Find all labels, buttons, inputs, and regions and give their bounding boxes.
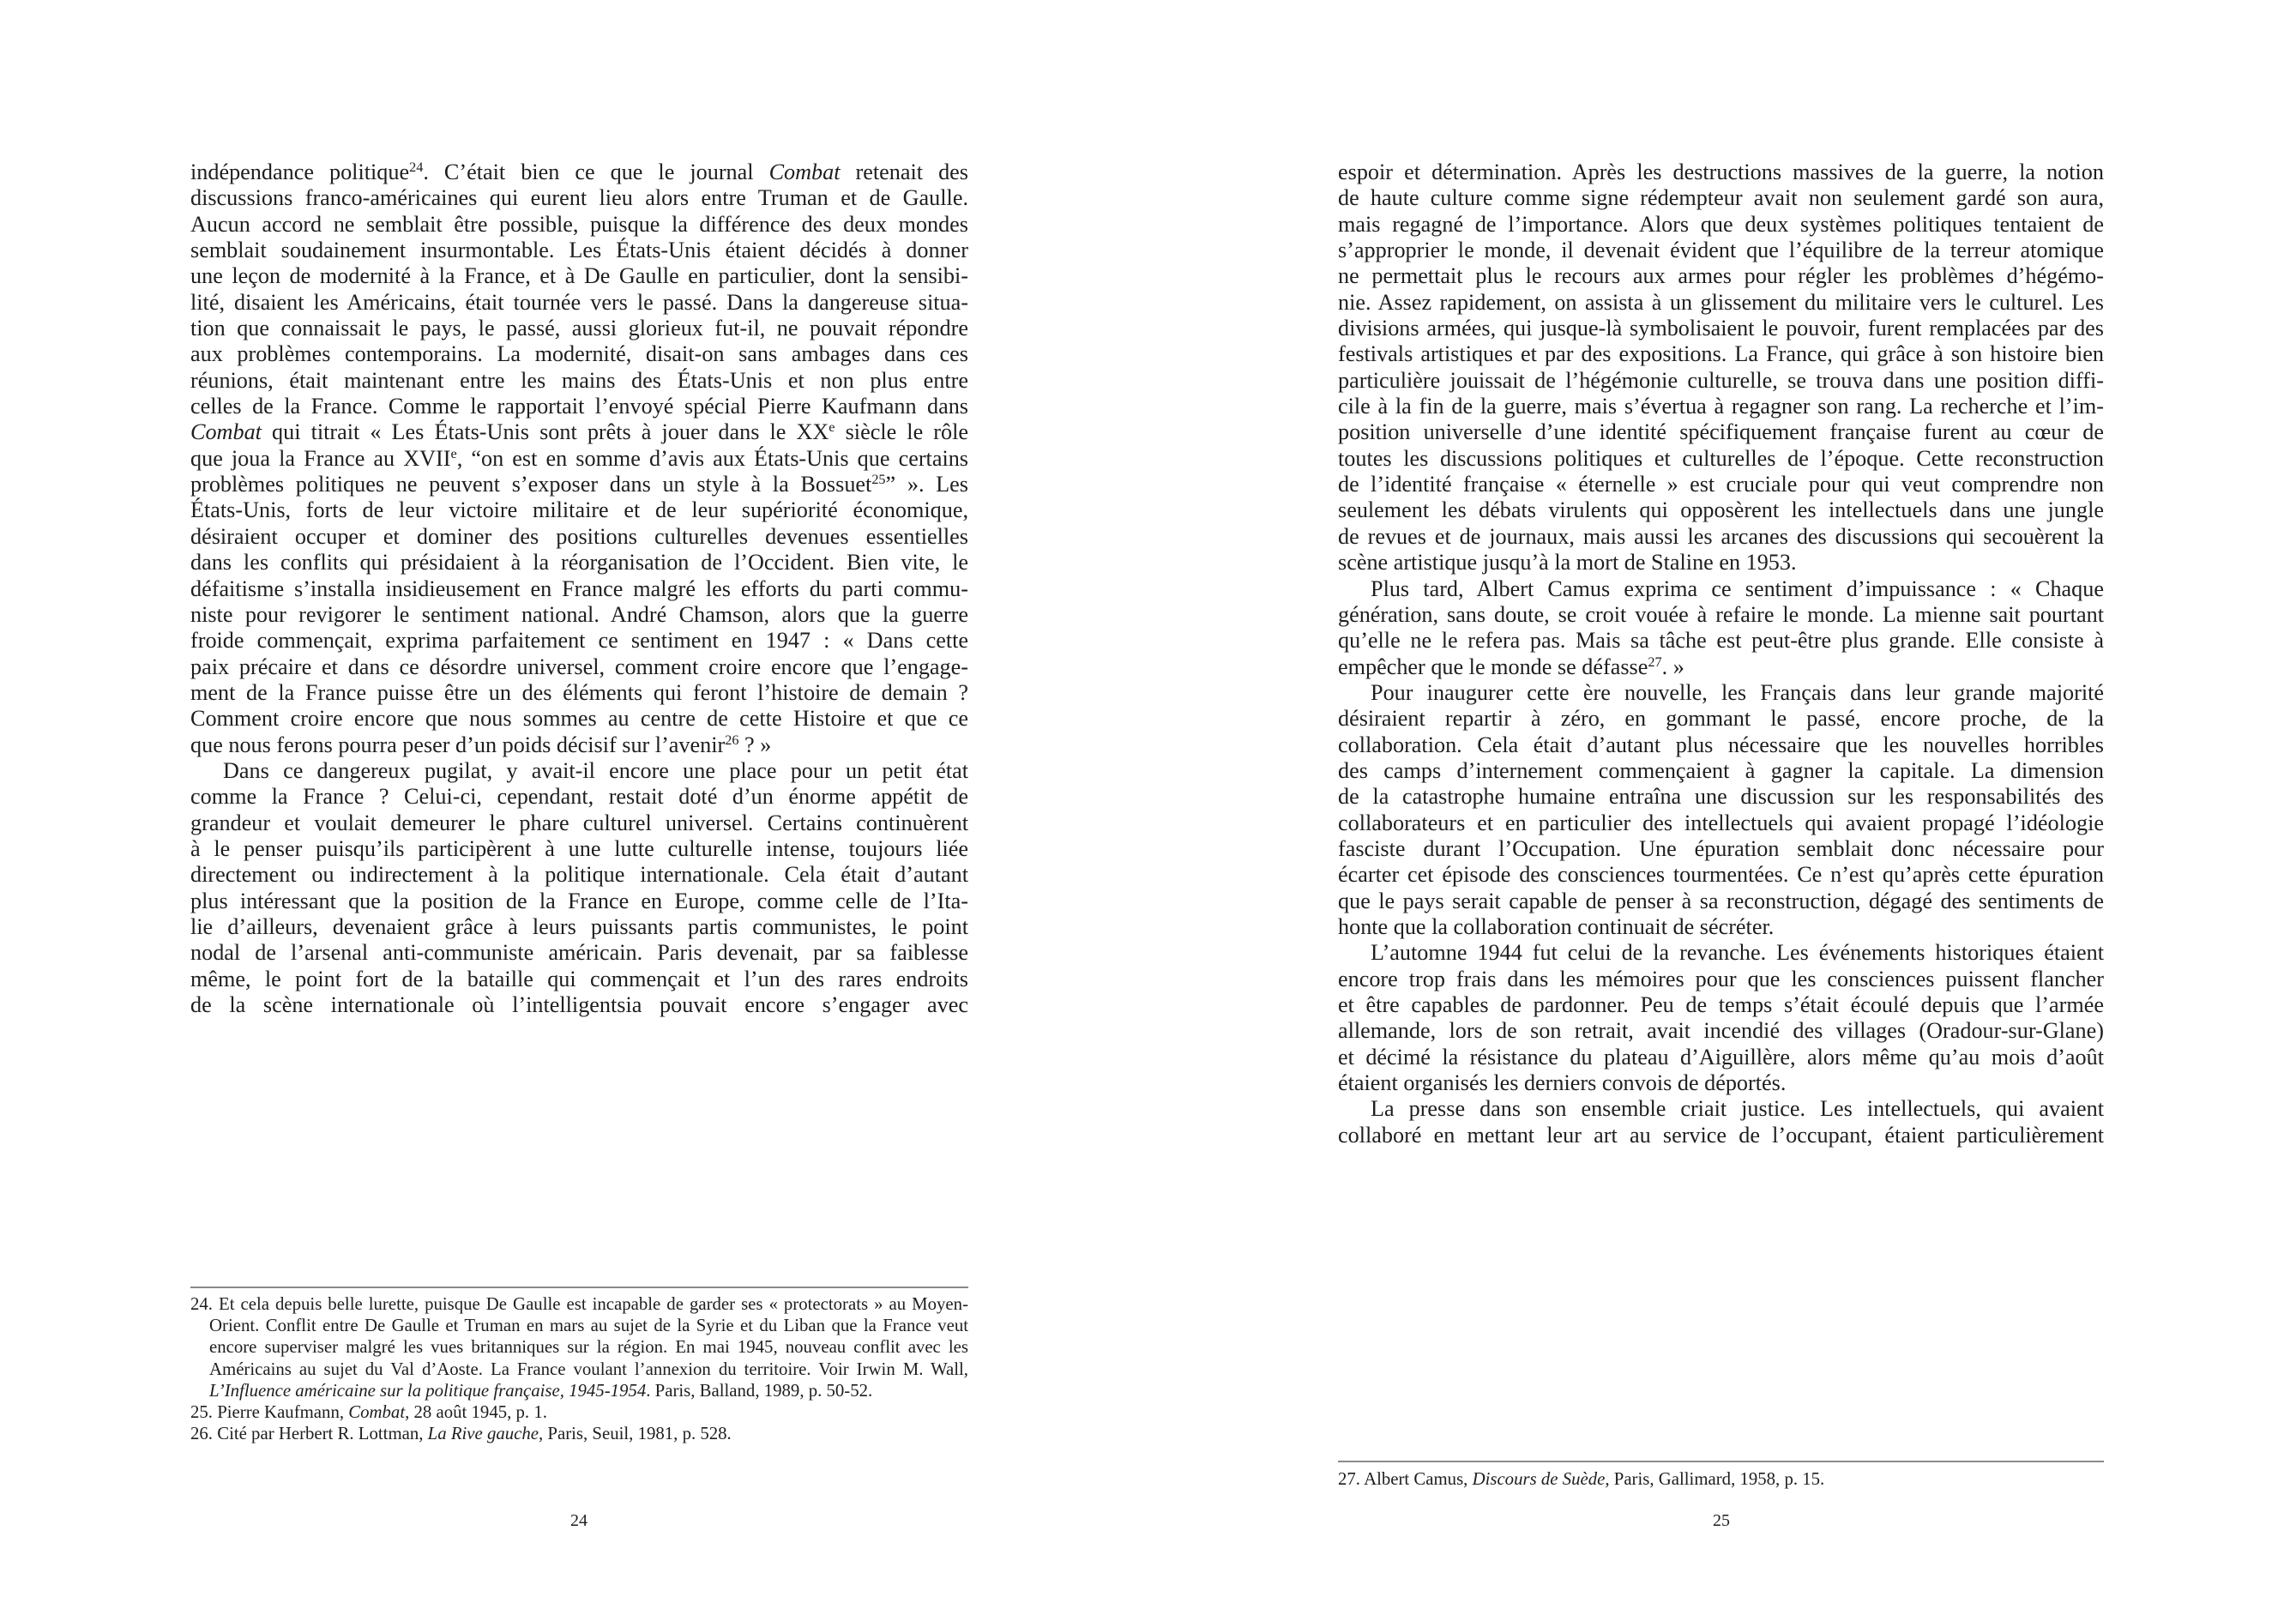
- text-line: que joua la France au XVIIe, “on est en somme d’avis aux États-Unis que certains: [190, 445, 969, 471]
- text-line: semblait soudainement insurmontable. Les États-Unis étaient décidés à donner: [190, 238, 968, 263]
- text-line: ment de la France puisse être un des éléments qui feront l’histoire de demain ?: [190, 679, 968, 705]
- italic-title: Discours de Suède: [1472, 1469, 1606, 1489]
- text-line: que le pays serait capable de penser à sa reconstruction, dégagé des sentiments de: [1338, 888, 2104, 913]
- text-line: aux problèmes contemporains. La modernité, disait-on sans ambages dans ces: [190, 341, 968, 367]
- text-line: même, le point fort de la bataille qui commençait et l’un des rares endroits: [190, 966, 968, 991]
- text-line: de la scène internationale où l’intelligentsia pouvait encore s’engager avec: [190, 992, 968, 1017]
- text-line: divisions armées, qui jusque-là symbolisaient le pouvoir, furent remplacées par des: [1338, 316, 2104, 341]
- text-line: encore trop frais dans les mémoires pour que les consciences puissent flancher: [1338, 966, 2104, 991]
- body-text: [190, 160, 968, 1018]
- text-line: réunions, était maintenant entre les mains des États-Unis et non plus entre: [190, 367, 968, 393]
- text-line: désiraient repartir à zéro, en gommant le passé, encore proche, de la: [1338, 706, 2104, 732]
- text-line: tion que connaissait le pays, le passé, aussi glorieux fut-il, ne pouvait répondre: [190, 316, 968, 341]
- text-line: allemande, lors de son retrait, avait incendié des villages (Oradour-sur-Glane): [1338, 1018, 2104, 1044]
- text-line: génération, sans doute, se croit vouée à refaire le monde. La mienne sait pourtant: [1338, 601, 2104, 627]
- footnote-rule: [1338, 1461, 2104, 1462]
- text-line: scène artistique jusqu’à la mort de Staline en 1953.: [1338, 550, 1797, 575]
- text-line: et être capables de pardonner. Peu de temps s’était écoulé depuis que l’armée: [1338, 992, 2104, 1017]
- text-line: nodal de l’arsenal anti-communiste américain. Paris devenait, par sa faiblesse: [190, 940, 968, 966]
- footnotes: [190, 1293, 968, 1444]
- text-line: mais regagné de l’importance. Alors que deux systèmes politiques tentaient de: [1338, 211, 2104, 237]
- text-line: écarter cet épisode des consciences tourmentées. Ce n’est qu’après cette épuration: [1338, 862, 2104, 888]
- text-line: cile à la fin de la guerre, mais s’évertua à regagner son rang. La recherche et l’im-: [1338, 394, 2104, 419]
- text-line: une leçon de modernité à la France, et à De Gaulle en particulier, dont la sensibi-: [190, 263, 968, 289]
- text-line: empêcher que le monde se défasse$^{27}$. »: [1338, 654, 1684, 679]
- footnote: 24. Et cela depuis belle lurette, puisque De Gaulle est incapable de garder ses « protectorats » au Moyen-Orient. Conflit entre De Gaulle et Truman en mars au sujet de la Syrie et du Liban que la France veut encore superviser malgré les vues britanniques sur la région. En mai 1945, nouveau conflit avec les Américains au sujet du Val d’Aoste. La France voulant l’annexion du territoire. Voir Irwin M. Wall, L’Influence américaine sur la politique française, 1945-1954. Paris, Balland, 1989, p. 50-52.: [190, 1294, 968, 1401]
- text-line: de l’identité française « éternelle » est cruciale pour qui veut comprendre non: [1338, 472, 2104, 497]
- footnote-reference: 27: [1648, 654, 1662, 670]
- text-line: seulement les débats virulents qui opposèrent les intellectuels dans une jungle: [1338, 497, 2104, 523]
- text-line: Combat qui titrait « Les États-Unis sont prêts à jouer dans le XXe siècle le rôle: [190, 419, 968, 445]
- text-line: à le penser puisqu’ils participèrent à une lutte culturelle intense, toujours liée: [190, 835, 968, 861]
- text-line: qu’elle ne le refera pas. Mais sa tâche est peut-être plus grande. Elle consiste à: [1338, 628, 2104, 654]
- text-line: paix précaire et dans ce désordre universel, comment croire encore que l’engage-: [190, 654, 968, 679]
- text-line: toutes les discussions politiques et culturelles de l’époque. Cette reconstruction: [1338, 445, 2104, 471]
- text-line: espoir et détermination. Après les destructions massives de la guerre, la notion: [1338, 160, 2104, 184]
- text-line: et décimé la résistance du plateau d’Aiguillère, alors même qu’au mois d’août: [1338, 1044, 2104, 1070]
- text-line: ne permettait plus le recours aux armes pour régler les problèmes d’hégémo-: [1338, 263, 2104, 289]
- footnote-reference: e: [829, 419, 835, 436]
- footnote: 27. Albert Camus, Discours de Suède, Paris, Gallimard, 1958, p. 15.: [1338, 1469, 1825, 1489]
- text-line: L’automne 1944 fut celui de la revanche. Les événements historiques étaient: [1371, 940, 2104, 966]
- footnotes: [1338, 1468, 2104, 1490]
- text-line: de la catastrophe humaine entraîna une discussion sur les responsabilités des: [1338, 784, 2104, 810]
- text-line: nie. Assez rapidement, on assista à un glissement du militaire vers le culturel. Les: [1338, 289, 2104, 315]
- text-line: honte que la collaboration continuait de sécréter.: [1338, 913, 1775, 939]
- text-line: collaboration. Cela était d’autant plus nécessaire que les nouvelles horribles: [1338, 732, 2104, 757]
- footnote-reference: e: [450, 445, 457, 461]
- text-line: défaitisme s’installa insidieusement en France malgré les efforts du parti commu-: [190, 575, 968, 601]
- text-line: de haute culture comme signe rédempteur avait non seulement gardé son aura,: [1338, 185, 2104, 211]
- text-line: froide commençait, exprima parfaitement ce sentiment en 1947 : « Dans cette: [190, 628, 968, 654]
- footnote-number: 26.: [190, 1424, 218, 1444]
- body-text: [1338, 160, 2104, 1148]
- footnote-reference: 26: [725, 732, 739, 748]
- italic-title: Combat: [768, 160, 841, 184]
- text-line: États-Unis, forts de leur victoire militaire et de leur supériorité économique,: [190, 497, 968, 523]
- text-line: indépendance politique$^{24}$. C’était bien ce que le journal Combat retenait des: [190, 160, 968, 184]
- text-line: de revues et de journaux, mais aussi les arcanes des discussions qui secouèrent la: [1338, 523, 2104, 549]
- footnote-reference: 24: [409, 160, 424, 176]
- text-line: position universelle d’une identité spécifiquement française furent au cœur de: [1338, 419, 2104, 445]
- text-line: particulière jouissait de l’hégémonie culturelle, se trouva dans une position diffi-: [1338, 367, 2104, 393]
- text-line: niste pour revigorer le sentiment national. André Chamson, alors que la guerre: [190, 601, 968, 627]
- text-line: plus intéressant que la position de la France en Europe, comme celle de l’Ita-: [190, 888, 968, 913]
- text-line: comme la France ? Celui-ci, cependant, restait doté d’un énorme appétit de: [190, 784, 968, 810]
- text-line: La presse dans son ensemble criait justice. Les intellectuels, qui avaient: [1371, 1096, 2104, 1122]
- text-line: des camps d’internement commençaient à gagner la capitale. La dimension: [1338, 757, 2104, 783]
- text-line: étaient organisés les derniers convois de déportés.: [1338, 1070, 1787, 1096]
- text-line: collaboré en mettant leur art au service de l’occupant, étaient particulièrement: [1338, 1122, 2104, 1148]
- text-line: Aucun accord ne semblait être possible, puisque la différence des deux mondes: [190, 211, 968, 237]
- text-line: problèmes politiques ne peuvent s’exposer dans un style à la Bossuet$^{25}$” ». Les: [190, 472, 968, 497]
- footnote: 25. Pierre Kaufmann, Combat, 28 août 1945, p. 1.: [190, 1402, 547, 1423]
- right-page: [1148, 0, 2296, 1621]
- text-line: festivals artistiques et par des expositions. La France, qui grâce à son histoire bien: [1338, 341, 2104, 367]
- footnote-number: 25.: [190, 1402, 218, 1423]
- text-line: Dans ce dangereux pugilat, y avait-il encore une place pour un petit état: [223, 757, 968, 783]
- text-line: discussions franco-américaines qui eurent lieu alors entre Truman et de Gaulle.: [190, 185, 968, 211]
- italic-title: Combat: [348, 1402, 406, 1423]
- text-line: lie d’ailleurs, devenaient grâce à leurs puissants partis communistes, le point: [190, 913, 968, 939]
- text-line: directement ou indirectement à la politique internationale. Cela était d’autant: [190, 862, 968, 888]
- text-line: collaborateurs et en particulier des intellectuels qui avaient propagé l’idéologie: [1338, 810, 2104, 835]
- text-line: Plus tard, Albert Camus exprima ce sentiment d’impuissance : « Chaque: [1371, 575, 2104, 601]
- text-line: Comment croire encore que nous sommes au centre de cette Histoire et que ce: [190, 706, 968, 732]
- footnote-number: 27.: [1338, 1469, 1365, 1489]
- text-line: fasciste durant l’Occupation. Une épuration semblait donc nécessaire pour: [1338, 835, 2104, 861]
- text-line: grandeur et voulait demeurer le phare culturel universel. Certains continuèrent: [190, 810, 968, 835]
- page-number: 24: [570, 1511, 588, 1530]
- footnote-reference: 25: [871, 472, 886, 488]
- footnote-rule: [190, 1287, 968, 1288]
- italic-title: Combat: [190, 419, 262, 445]
- page-number: 25: [1713, 1511, 1730, 1530]
- text-line: celles de la France. Comme le rapportait l’envoyé spécial Pierre Kaufmann dans: [190, 394, 968, 419]
- text-line: lité, disaient les Américains, était tournée vers le passé. Dans la dangereuse situa-: [190, 289, 968, 315]
- text-line: que nous ferons pourra peser d’un poids décisif sur l’avenir$^{26}$ ? »: [190, 732, 772, 757]
- text-line: s’approprier le monde, il devenait évident que l’équilibre de la terreur atomique: [1338, 238, 2104, 263]
- footnote-number: 24.: [190, 1294, 220, 1314]
- text-line: Pour inaugurer cette ère nouvelle, les Français dans leur grande majorité: [1371, 679, 2104, 705]
- italic-title: La Rive gauche: [427, 1424, 539, 1444]
- text-line: désiraient occuper et dominer des positions culturelles devenues essentielles: [190, 523, 968, 549]
- italic-title: L’Influence américaine sur la politique française, 1945-1954: [209, 1380, 647, 1401]
- footnote: 26. Cité par Herbert R. Lottman, La Rive gauche, Paris, Seuil, 1981, p. 528.: [190, 1424, 732, 1444]
- text-line: dans les conflits qui présidaient à la réorganisation de l’Occident. Bien vite, le: [190, 550, 968, 575]
